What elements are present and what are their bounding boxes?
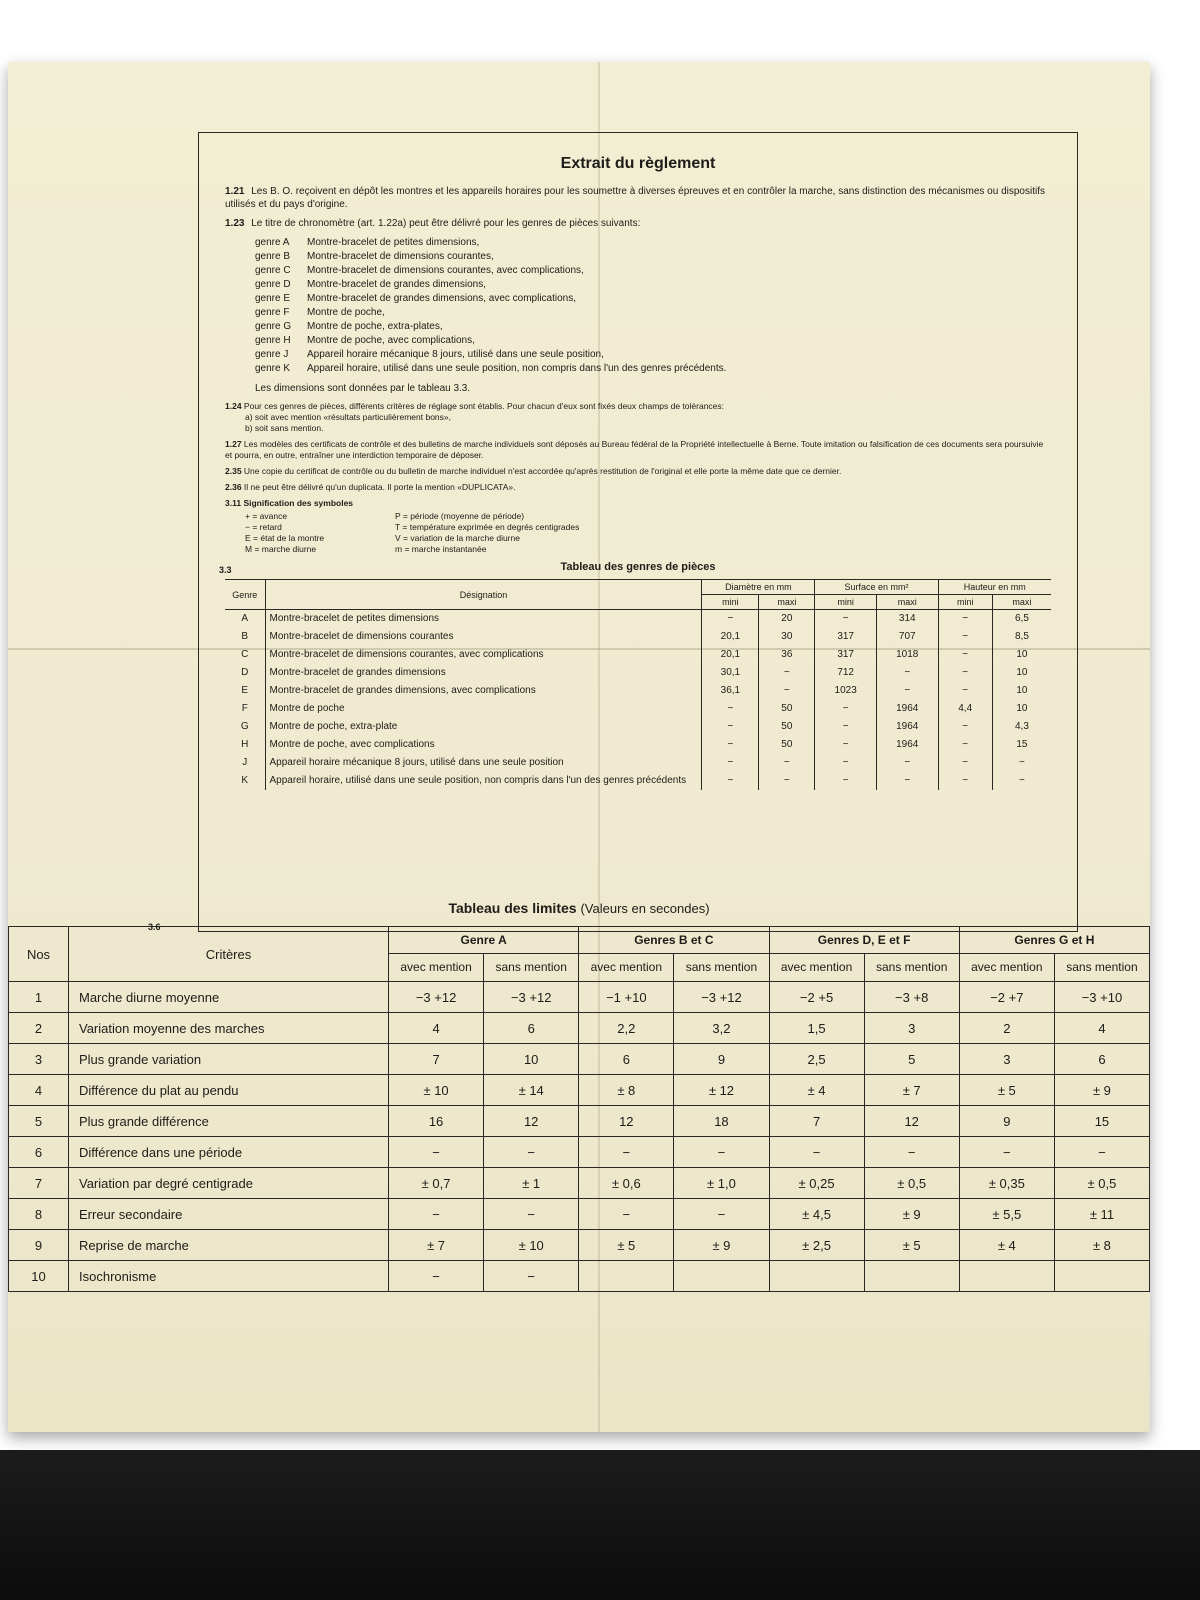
col-genre-a: Genre A xyxy=(389,927,579,954)
limit-value-cell: 5 xyxy=(864,1044,959,1075)
limit-value-cell: ± 5,5 xyxy=(959,1199,1054,1230)
limit-value-cell: − xyxy=(674,1137,769,1168)
limit-value-cell xyxy=(579,1261,674,1292)
symbol-definition: P = période (moyenne de période) xyxy=(395,511,525,521)
dimension-cell: − xyxy=(876,682,938,700)
genre-list-item xyxy=(255,264,1051,278)
genre-list-item xyxy=(255,292,1051,306)
limit-value-cell: − xyxy=(389,1137,484,1168)
symbol-definition: m = marche instantanée xyxy=(395,544,487,554)
section-label-3-3: 3.3 xyxy=(219,565,232,575)
limit-value-cell: 2,5 xyxy=(769,1044,864,1075)
limit-value-cell: 12 xyxy=(579,1106,674,1137)
genre-cell: B xyxy=(241,631,249,642)
genre-description: Montre-bracelet de petites dimensions, xyxy=(307,237,480,248)
limit-value-cell: 2 xyxy=(959,1013,1054,1044)
criterion-cell: Isochronisme xyxy=(69,1261,389,1292)
genre-code: genre A xyxy=(255,237,290,248)
genre-code: genre E xyxy=(255,293,291,304)
dimension-cell: 50 xyxy=(759,718,815,736)
genre-list-item xyxy=(255,250,1051,264)
limit-value-cell: ± 0,5 xyxy=(864,1168,959,1199)
table-row xyxy=(9,1075,1150,1106)
limit-value-cell: 12 xyxy=(484,1106,579,1137)
genre-cell: A xyxy=(241,613,249,625)
genre-description: Montre-bracelet de grandes dimensions, avec complications, xyxy=(307,293,577,304)
designation-cell: Montre-bracelet de grandes dimensions xyxy=(265,664,702,682)
genre-description: Montre de poche, xyxy=(307,307,385,318)
limit-value-cell: −2 +7 xyxy=(959,982,1054,1013)
dimension-cell: − xyxy=(992,772,1051,790)
col-hauteur: Hauteur en mm xyxy=(938,580,1051,595)
row-number-cell: 2 xyxy=(9,1013,69,1044)
limit-value-cell: − xyxy=(389,1199,484,1230)
dimension-cell: 1964 xyxy=(876,718,938,736)
dimension-cell: 10 xyxy=(992,646,1051,664)
dimension-cell: 36 xyxy=(759,646,815,664)
limit-value-cell: 6 xyxy=(484,1013,579,1044)
genre-description: Montre de poche, avec complications, xyxy=(307,335,475,346)
dimension-cell: 20 xyxy=(759,610,815,628)
table-row xyxy=(225,610,1051,628)
genre-description: Montre-bracelet de dimensions courantes, xyxy=(307,251,494,262)
dimension-cell: − xyxy=(759,682,815,700)
limit-value-cell: −3 +8 xyxy=(864,982,959,1013)
genre-code: genre G xyxy=(255,321,292,332)
article-1-24: 1.24 Pour ces genres de pièces, différents critères de réglage sont établis. Pour chacun d'eux sont fixés deux champs de tolérances: a) soit avec mention «résultats particulièrement bons», b) soit sans mention. xyxy=(225,401,725,433)
designation-cell: Montre-bracelet de grandes dimensions, avec complications xyxy=(265,682,702,700)
table-row xyxy=(9,1106,1150,1137)
table-row xyxy=(225,736,1051,754)
table-row xyxy=(9,1199,1150,1230)
limit-value-cell: 3,2 xyxy=(674,1013,769,1044)
limit-value-cell: ± 4,5 xyxy=(769,1199,864,1230)
dimension-cell: − xyxy=(815,610,877,628)
designation-cell: Montre de poche xyxy=(265,700,702,718)
limit-value-cell: − xyxy=(579,1199,674,1230)
col-avec-mention: avec mention xyxy=(959,954,1054,982)
table-row xyxy=(225,646,1051,664)
dimension-cell: − xyxy=(815,718,877,736)
table-row xyxy=(9,1168,1150,1199)
genre-code: genre F xyxy=(255,307,290,318)
col-sans-mention: sans mention xyxy=(864,954,959,982)
limit-value-cell: −3 +10 xyxy=(1054,982,1149,1013)
symbols-legend xyxy=(245,511,1051,555)
section-label-3-6: 3.6 xyxy=(148,922,161,932)
genre-code: genre B xyxy=(255,251,291,262)
designation-cell: Montre-bracelet de dimensions courantes, avec complications xyxy=(265,646,702,664)
col-haut-maxi: maxi xyxy=(992,595,1051,610)
limit-value-cell: ± 5 xyxy=(579,1230,674,1261)
dimension-cell: − xyxy=(815,736,877,754)
dimension-cell: 1964 xyxy=(876,700,938,718)
limit-value-cell: ± 9 xyxy=(864,1199,959,1230)
dimension-cell: − xyxy=(702,736,759,754)
limit-value-cell: 6 xyxy=(579,1044,674,1075)
table-limits-title: Tableau des limites (Valeurs en secondes) xyxy=(448,900,710,916)
genre-cell: D xyxy=(241,667,249,678)
dimension-cell: 1018 xyxy=(876,646,938,664)
regulation-extract-box xyxy=(198,132,1078,932)
col-diametre: Diamètre en mm xyxy=(702,580,815,595)
dimension-cell: 10 xyxy=(992,700,1051,718)
designation-cell: Montre-bracelet de petites dimensions xyxy=(265,610,702,628)
document-sheet xyxy=(8,62,1150,1432)
limit-value-cell: − xyxy=(959,1137,1054,1168)
genre-description: Montre-bracelet de dimensions courantes, avec complications, xyxy=(307,265,584,276)
dimension-cell: − xyxy=(759,772,815,790)
dimension-cell: 1964 xyxy=(876,736,938,754)
table-row xyxy=(9,1261,1150,1292)
row-number-cell: 10 xyxy=(9,1261,69,1292)
limit-value-cell: − xyxy=(389,1261,484,1292)
limit-value-cell: ± 1 xyxy=(484,1168,579,1199)
col-genre: Genre xyxy=(225,580,265,610)
criterion-cell: Différence du plat au pendu xyxy=(69,1075,389,1106)
dimension-cell: 30,1 xyxy=(702,664,759,682)
limit-value-cell: − xyxy=(579,1137,674,1168)
dimension-cell: − xyxy=(938,664,992,682)
dimension-cell: − xyxy=(938,682,992,700)
dimension-cell: − xyxy=(938,628,992,646)
limit-value-cell: ± 10 xyxy=(389,1075,484,1106)
row-number-cell: 8 xyxy=(9,1199,69,1230)
limit-value-cell: 9 xyxy=(674,1044,769,1075)
dimension-cell: 707 xyxy=(876,628,938,646)
dimension-cell: 317 xyxy=(815,646,877,664)
table-row xyxy=(225,718,1051,736)
genre-cell: K xyxy=(241,775,249,786)
article-1-23: 1.23 Le titre de chronomètre (art. 1.22a) peut être délivré pour les genres de pièces suivants: xyxy=(225,218,641,229)
genre-description: Appareil horaire mécanique 8 jours, utilisé dans une seule position, xyxy=(307,349,604,360)
genre-cell: C xyxy=(241,649,249,660)
limit-value-cell: 4 xyxy=(389,1013,484,1044)
symbol-definition: T = température exprimée en degrés centigrades xyxy=(395,522,580,532)
dimension-cell: 20,1 xyxy=(702,646,759,664)
limit-value-cell xyxy=(1054,1261,1149,1292)
dimensions-note: Les dimensions sont données par le tableau 3.3. xyxy=(255,383,471,394)
row-number-cell: 5 xyxy=(9,1106,69,1137)
limit-value-cell: 4 xyxy=(1054,1013,1149,1044)
row-number-cell: 6 xyxy=(9,1137,69,1168)
genre-list-item xyxy=(255,348,1051,362)
genre-description: Appareil horaire, utilisé dans une seule position, non compris dans l'un des genres précédents. xyxy=(307,363,727,374)
col-surf-maxi: maxi xyxy=(876,595,938,610)
dimension-cell: − xyxy=(938,718,992,736)
dimension-cell: 15 xyxy=(992,736,1051,754)
genre-code: genre K xyxy=(255,363,291,374)
genre-list-item xyxy=(255,334,1051,348)
dimension-cell: − xyxy=(815,754,877,772)
limit-value-cell: 18 xyxy=(674,1106,769,1137)
col-avec-mention: avec mention xyxy=(389,954,484,982)
limit-value-cell: − xyxy=(484,1261,579,1292)
dimension-cell: 10 xyxy=(992,682,1051,700)
dimension-cell: 36,1 xyxy=(702,682,759,700)
limit-value-cell: 3 xyxy=(864,1013,959,1044)
col-diam-mini: mini xyxy=(702,595,759,610)
limit-value-cell: ± 11 xyxy=(1054,1199,1149,1230)
limit-value-cell: ± 0,6 xyxy=(579,1168,674,1199)
dimension-cell: 10 xyxy=(992,664,1051,682)
designation-cell: Appareil horaire, utilisé dans une seule position, non compris dans l'un des genres précédents xyxy=(265,772,702,790)
col-sans-mention: sans mention xyxy=(484,954,579,982)
genre-description: Montre-bracelet de grandes dimensions, xyxy=(307,279,486,290)
symbol-definition: E = état de la montre xyxy=(245,533,325,543)
limit-value-cell: 12 xyxy=(864,1106,959,1137)
dimension-cell: − xyxy=(702,718,759,736)
limit-value-cell: 7 xyxy=(389,1044,484,1075)
col-surface: Surface en mm² xyxy=(815,580,938,595)
genre-list-item xyxy=(255,236,1051,250)
limit-value-cell: 3 xyxy=(959,1044,1054,1075)
limit-value-cell: 6 xyxy=(1054,1044,1149,1075)
dimension-cell: 30 xyxy=(759,628,815,646)
dimension-cell: − xyxy=(815,700,877,718)
row-number-cell: 3 xyxy=(9,1044,69,1075)
dimension-cell: 8,5 xyxy=(992,628,1051,646)
col-criteres: Critères xyxy=(69,927,389,982)
limit-value-cell: 16 xyxy=(389,1106,484,1137)
table-row xyxy=(225,754,1051,772)
limit-value-cell: ± 9 xyxy=(674,1230,769,1261)
row-number-cell: 1 xyxy=(9,982,69,1013)
symbol-definition: V = variation de la marche diurne xyxy=(395,533,520,543)
limit-value-cell: ± 14 xyxy=(484,1075,579,1106)
dimension-cell: 317 xyxy=(815,628,877,646)
limit-value-cell: − xyxy=(1054,1137,1149,1168)
symbol-definition: − = retard xyxy=(245,522,282,532)
criterion-cell: Différence dans une période xyxy=(69,1137,389,1168)
dimension-cell: 20,1 xyxy=(702,628,759,646)
col-diam-maxi: maxi xyxy=(759,595,815,610)
dimension-cell: 1023 xyxy=(815,682,877,700)
dimension-cell: 712 xyxy=(815,664,877,682)
genre-cell: F xyxy=(241,703,248,714)
limit-value-cell: −3 +12 xyxy=(674,982,769,1013)
criterion-cell: Reprise de marche xyxy=(69,1230,389,1261)
table-genres-title: Tableau des genres de pièces xyxy=(560,561,716,573)
dimension-cell: − xyxy=(702,772,759,790)
limit-value-cell: ± 5 xyxy=(864,1230,959,1261)
dimension-cell: − xyxy=(876,772,938,790)
table-row xyxy=(225,664,1051,682)
genre-cell: H xyxy=(241,739,249,750)
limit-value-cell: 15 xyxy=(1054,1106,1149,1137)
limit-value-cell xyxy=(864,1261,959,1292)
col-genres-d-e-f: Genres D, E et F xyxy=(769,927,959,954)
limit-value-cell: 10 xyxy=(484,1044,579,1075)
col-avec-mention: avec mention xyxy=(579,954,674,982)
table-genres xyxy=(225,579,1051,790)
col-genres-g-h: Genres G et H xyxy=(959,927,1149,954)
col-genres-b-c: Genres B et C xyxy=(579,927,769,954)
limit-value-cell: 2,2 xyxy=(579,1013,674,1044)
limit-value-cell: −1 +10 xyxy=(579,982,674,1013)
table-row xyxy=(9,982,1150,1013)
dimension-cell: − xyxy=(815,772,877,790)
limit-value-cell: − xyxy=(769,1137,864,1168)
limit-value-cell: ± 1,0 xyxy=(674,1168,769,1199)
limit-value-cell xyxy=(959,1261,1054,1292)
dimension-cell: 50 xyxy=(759,700,815,718)
limit-value-cell: − xyxy=(864,1137,959,1168)
criterion-cell: Erreur secondaire xyxy=(69,1199,389,1230)
page-title: Extrait du règlement xyxy=(560,155,716,172)
criterion-cell: Marche diurne moyenne xyxy=(69,982,389,1013)
limit-value-cell: ± 0,5 xyxy=(1054,1168,1149,1199)
dark-background xyxy=(0,1450,1200,1600)
criterion-cell: Plus grande différence xyxy=(69,1106,389,1137)
symbol-definition: M = marche diurne xyxy=(245,544,317,554)
row-number-cell: 9 xyxy=(9,1230,69,1261)
limit-value-cell xyxy=(769,1261,864,1292)
limit-value-cell: ± 10 xyxy=(484,1230,579,1261)
table-row xyxy=(9,1044,1150,1075)
limit-value-cell: −3 +12 xyxy=(484,982,579,1013)
limit-value-cell: −2 +5 xyxy=(769,982,864,1013)
limit-value-cell: ± 2,5 xyxy=(769,1230,864,1261)
table-limits xyxy=(8,926,1150,1292)
dimension-cell: − xyxy=(938,772,992,790)
dimension-cell: 4,3 xyxy=(992,718,1051,736)
col-haut-mini: mini xyxy=(938,595,992,610)
dimension-cell: − xyxy=(938,736,992,754)
dimension-cell: − xyxy=(992,754,1051,772)
limit-value-cell: − xyxy=(484,1137,579,1168)
limit-value-cell: ± 7 xyxy=(864,1075,959,1106)
limit-value-cell xyxy=(674,1261,769,1292)
article-1-21: 1.21 Les B. O. reçoivent en dépôt les montres et les appareils horaires pour les soumettre à diverses épreuves et en contrôler la marche, sans distinction des mécanismes ou dispositifs utilisés et du pays d'origine. xyxy=(225,186,1045,210)
limit-value-cell: ± 7 xyxy=(389,1230,484,1261)
limit-value-cell: ± 0,7 xyxy=(389,1168,484,1199)
criterion-cell: Variation par degré centigrade xyxy=(69,1168,389,1199)
col-avec-mention: avec mention xyxy=(769,954,864,982)
table-row xyxy=(9,1137,1150,1168)
limit-value-cell: ± 0,35 xyxy=(959,1168,1054,1199)
genre-cell: E xyxy=(241,685,249,696)
dimension-cell: − xyxy=(938,754,992,772)
row-number-cell: 4 xyxy=(9,1075,69,1106)
designation-cell: Montre-bracelet de dimensions courantes xyxy=(265,628,702,646)
dimension-cell: 4,4 xyxy=(938,700,992,718)
article-1-27: 1.27 Les modèles des certificats de contrôle et des bulletins de marche individuels sont déposés au Bureau fédéral de la Propriété intellectuelle à Berne. Toute imitation ou falsification de ces documents sera poursuivie et pourra, en outre, entraîner une interdiction temporaire de déposer. xyxy=(225,439,1044,460)
limit-value-cell: ± 9 xyxy=(1054,1075,1149,1106)
dimension-cell: 50 xyxy=(759,736,815,754)
limit-value-cell: ± 4 xyxy=(959,1230,1054,1261)
table-row xyxy=(225,682,1051,700)
limit-value-cell: 7 xyxy=(769,1106,864,1137)
genre-list xyxy=(255,236,1051,376)
row-number-cell: 7 xyxy=(9,1168,69,1199)
designation-cell: Montre de poche, avec complications xyxy=(265,736,702,754)
symbol-definition: + = avance xyxy=(245,511,288,521)
dimension-cell: − xyxy=(702,700,759,718)
dimension-cell: − xyxy=(938,610,992,628)
dimension-cell: − xyxy=(759,754,815,772)
table-row xyxy=(225,628,1051,646)
table-row xyxy=(9,1013,1150,1044)
genre-cell: G xyxy=(240,721,249,732)
genre-code: genre D xyxy=(255,279,291,290)
col-sans-mention: sans mention xyxy=(1054,954,1149,982)
dimension-cell: 314 xyxy=(876,610,938,628)
limit-value-cell: 1,5 xyxy=(769,1013,864,1044)
genre-list-item xyxy=(255,278,1051,292)
dimension-cell: − xyxy=(938,646,992,664)
dimension-cell: − xyxy=(876,664,938,682)
limit-value-cell: − xyxy=(484,1199,579,1230)
limit-value-cell: ± 0,25 xyxy=(769,1168,864,1199)
limit-value-cell: ± 12 xyxy=(674,1075,769,1106)
dimension-cell: − xyxy=(759,664,815,682)
genre-code: genre C xyxy=(255,265,291,276)
genre-code: genre J xyxy=(255,349,289,360)
col-sans-mention: sans mention xyxy=(674,954,769,982)
genre-list-item xyxy=(255,320,1051,334)
dimension-cell: − xyxy=(876,754,938,772)
limit-value-cell: ± 8 xyxy=(1054,1230,1149,1261)
designation-cell: Appareil horaire mécanique 8 jours, utilisé dans une seule position xyxy=(265,754,702,772)
col-surf-mini: mini xyxy=(815,595,877,610)
limit-value-cell: ± 5 xyxy=(959,1075,1054,1106)
article-2-35: 2.35 Une copie du certificat de contrôle ou du bulletin de marche individuel n'est accordée qu'après restitution de l'original et elle porte la même date que ce dernier. xyxy=(225,466,842,476)
table-row xyxy=(9,1230,1150,1261)
genre-cell: J xyxy=(242,757,248,768)
col-designation: Désignation xyxy=(265,580,702,610)
table-row xyxy=(225,772,1051,790)
dimension-cell: − xyxy=(702,610,759,628)
criterion-cell: Plus grande variation xyxy=(69,1044,389,1075)
limit-value-cell: ± 4 xyxy=(769,1075,864,1106)
article-3-11: 3.11 Signification des symboles xyxy=(225,498,354,508)
dimension-cell: 6,5 xyxy=(992,610,1051,628)
criterion-cell: Variation moyenne des marches xyxy=(69,1013,389,1044)
dimension-cell: − xyxy=(702,754,759,772)
designation-cell: Montre de poche, extra-plate xyxy=(265,718,702,736)
genre-list-item xyxy=(255,306,1051,320)
limit-value-cell: − xyxy=(674,1199,769,1230)
genre-list-item xyxy=(255,362,1051,376)
limits-section xyxy=(8,882,1150,1292)
limit-value-cell: 9 xyxy=(959,1106,1054,1137)
limit-value-cell: −3 +12 xyxy=(389,982,484,1013)
genre-code: genre H xyxy=(255,335,291,346)
article-2-36: 2.36 Il ne peut être délivré qu'un duplicata. Il porte la mention «DUPLICATA». xyxy=(225,482,516,492)
table-row xyxy=(225,700,1051,718)
limit-value-cell: ± 8 xyxy=(579,1075,674,1106)
genre-description: Montre de poche, extra-plates, xyxy=(307,321,443,332)
col-nos: Nos xyxy=(9,927,69,982)
